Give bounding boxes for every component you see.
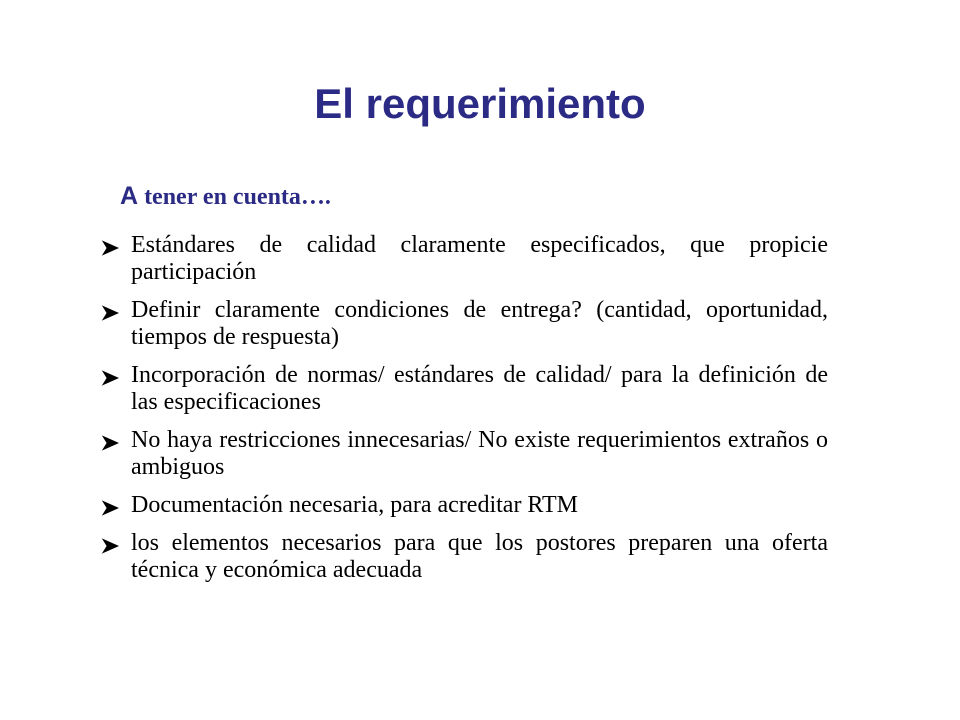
- arrowhead-bullet-icon: [100, 537, 120, 555]
- list-item: [98, 492, 828, 519]
- list-item: [98, 427, 828, 481]
- list-item-text: Estándares de calidad claramente especificados, que propicie participación: [131, 232, 828, 285]
- arrowhead-bullet-icon: [100, 434, 120, 452]
- list-item-text: Incorporación de normas/ estándares de calidad/ para la definición de las especificaciones: [131, 362, 828, 415]
- arrowhead-bullet-icon: [100, 239, 120, 257]
- list-item-text: Documentación necesaria, para acreditar RTM: [131, 492, 578, 518]
- arrowhead-bullet-icon: [100, 499, 120, 517]
- subtitle-lead: A: [120, 182, 139, 210]
- list-item: [98, 232, 828, 286]
- slide-title: El requerimiento: [314, 80, 646, 127]
- arrowhead-bullet-icon: [100, 369, 120, 387]
- list-item: [98, 530, 828, 584]
- list-item-text: los elementos necesarios para que los postores preparen una oferta técnica y económica adecuada: [131, 530, 828, 583]
- list-item: [98, 362, 828, 416]
- subtitle-rest: tener en cuenta….: [138, 184, 331, 210]
- arrowhead-bullet-icon: [100, 304, 120, 322]
- list-item: [98, 297, 828, 351]
- bullet-list: [98, 232, 828, 595]
- list-item-text: Definir claramente condiciones de entrega? (cantidad, oportunidad, tiempos de respuesta): [131, 297, 828, 350]
- list-item-text: No haya restricciones innecesarias/ No existe requerimientos extraños o ambiguos: [131, 427, 828, 480]
- slide-subtitle: [120, 180, 331, 213]
